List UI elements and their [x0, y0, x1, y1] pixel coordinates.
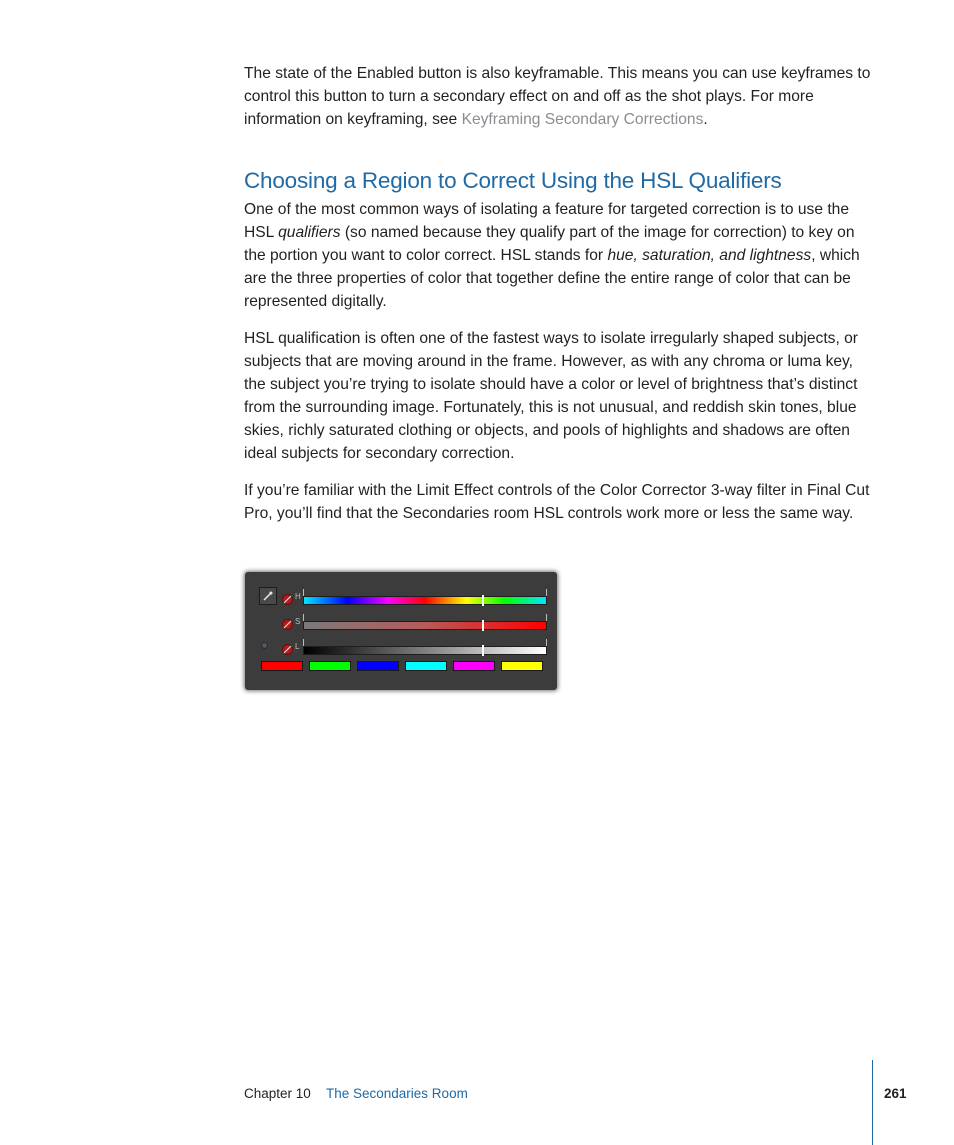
swatch-red[interactable] [261, 661, 303, 671]
footer-divider [872, 1060, 873, 1145]
eyedropper-button[interactable] [259, 587, 277, 605]
p1-text-e: , which are the three properties of color that together define the entire range of color that can be represented digitally. [244, 247, 860, 310]
paragraph-hsl-qualification: HSL qualification is often one of the fastest ways to isolate irregularly shaped subjects, or subjects that are moving around in the frame. However, as with any chroma or luma key, the subject you’re trying to isolate should have a color or level of brightness that’s distinct from the surrounding image. Fortunately, this is not unusual, and reddish skin tones, blue skies, richly saturated clothing or objects, and pools of highlights and shadows are often ideal subjects for secondary correction. [244, 330, 858, 462]
eyedropper-icon [260, 588, 276, 604]
lightness-enable-toggle-icon[interactable] [282, 644, 293, 655]
p1-italic-hsl: hue, saturation, and lightness [607, 247, 812, 264]
saturation-enable-toggle-icon[interactable] [282, 619, 293, 630]
hue-label: H [295, 592, 301, 601]
swatch-green[interactable] [309, 661, 351, 671]
p1-text-c: (so named because they qualify part of the image for correction) to key on the portion you want to color correct. HSL stands for [244, 224, 855, 264]
footer-chapter-title[interactable]: The Secondaries Room [326, 1086, 468, 1101]
page-number: 261 [884, 1086, 907, 1101]
footer-chapter: Chapter 10 [244, 1086, 311, 1101]
hue-range-bar[interactable] [303, 596, 547, 605]
swatch-cyan[interactable] [405, 661, 447, 671]
lightness-center-handle[interactable] [482, 645, 484, 656]
lightness-label: L [295, 642, 300, 651]
swatch-magenta[interactable] [453, 661, 495, 671]
status-dot [261, 642, 268, 649]
intro-text: The state of the Enabled button is also keyframable. This means you can use keyframes to control this button to turn a secondary effect on and off as the shot plays. For more information on keyframing, see [244, 65, 871, 128]
p1-italic-qualifiers: qualifiers [278, 224, 341, 241]
paragraph-limit-effect: If you’re familiar with the Limit Effect controls of the Color Corrector 3-way filter in Final Cut Pro, you’ll find that the Secondaries room HSL controls work more or less the same way. [244, 482, 870, 522]
keyframing-link[interactable]: Keyframing Secondary Corrections [461, 111, 704, 128]
hsl-qualifier-panel [245, 572, 557, 690]
hue-enable-toggle-icon[interactable] [282, 594, 293, 605]
saturation-range-bar[interactable] [303, 621, 547, 630]
saturation-label: S [295, 617, 301, 626]
saturation-center-handle[interactable] [482, 620, 484, 631]
hue-center-handle[interactable] [482, 595, 484, 606]
swatch-blue[interactable] [357, 661, 399, 671]
intro-text-end: . [703, 111, 708, 128]
intro-paragraph [244, 62, 876, 131]
paragraph-hsl-intro [244, 198, 876, 313]
section-heading: Choosing a Region to Correct Using the HSL Qualifiers [244, 168, 782, 193]
lightness-range-bar[interactable] [303, 646, 547, 655]
p1-text-a: One of the most common ways of isolating a feature for targeted correction is to use the HSL [244, 201, 849, 241]
swatch-yellow[interactable] [501, 661, 543, 671]
